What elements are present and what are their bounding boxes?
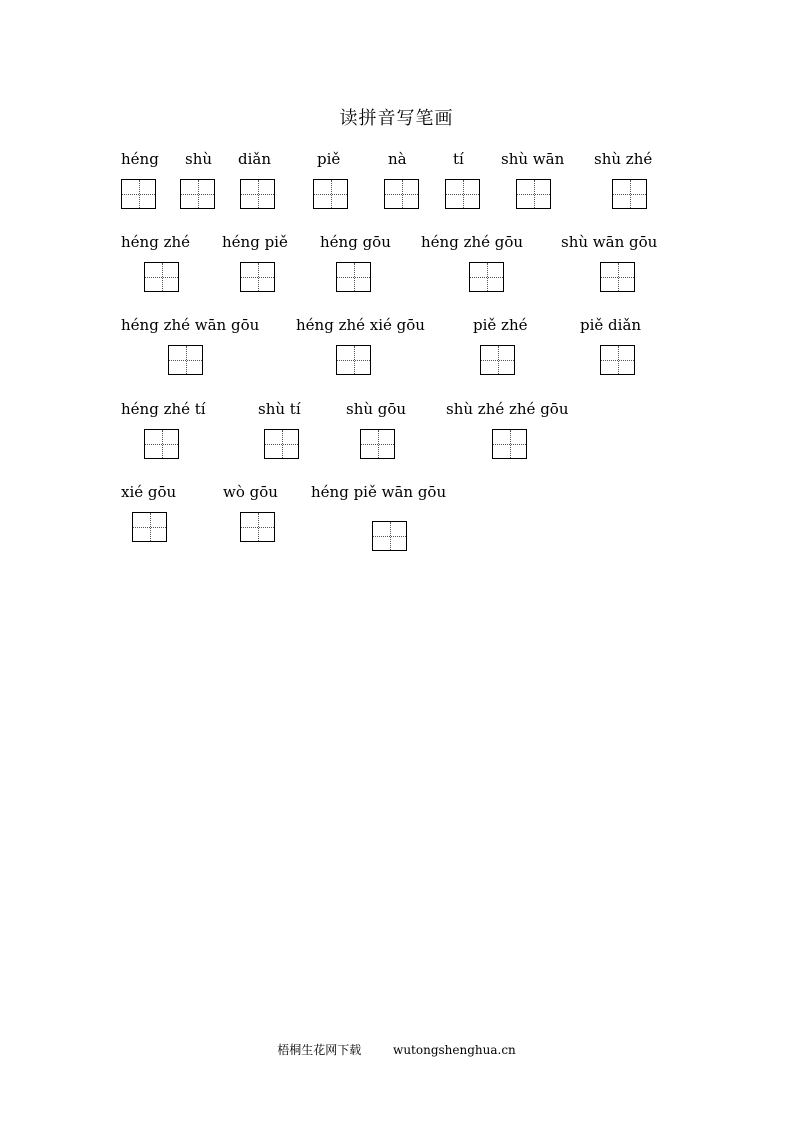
footer-site-name: 梧桐生花网下载 [277,1043,362,1057]
stroke-pinyin: piě zhé [473,316,528,334]
stroke-pinyin: nà [388,150,407,168]
writing-box[interactable] [240,512,275,542]
stroke-pinyin: héng zhé xié gōu [296,316,425,334]
writing-box[interactable] [469,262,504,292]
writing-box[interactable] [264,429,299,459]
writing-box[interactable] [144,429,179,459]
writing-box[interactable] [240,262,275,292]
writing-box[interactable] [180,179,215,209]
writing-box[interactable] [313,179,348,209]
writing-box[interactable] [600,345,635,375]
stroke-pinyin: wò gōu [223,483,278,501]
writing-box[interactable] [384,179,419,209]
writing-box[interactable] [121,179,156,209]
writing-box[interactable] [144,262,179,292]
writing-box[interactable] [372,521,407,551]
stroke-pinyin: piě diǎn [580,316,642,334]
page-title: 读拼音写笔画 [339,108,454,129]
stroke-pinyin: shù wān [501,150,565,168]
stroke-pinyin: shù tí [258,400,301,418]
stroke-pinyin: xié gōu [121,483,177,501]
stroke-pinyin: héng zhé gōu [421,233,524,251]
stroke-pinyin: piě [317,150,341,168]
stroke-pinyin: héng zhé [121,233,191,251]
stroke-pinyin: shù zhé [594,150,653,168]
stroke-pinyin: tí [453,150,464,168]
writing-box[interactable] [336,345,371,375]
writing-box[interactable] [240,179,275,209]
stroke-pinyin: héng piě [222,233,288,251]
page-footer [0,1041,793,1058]
writing-box[interactable] [336,262,371,292]
writing-box[interactable] [132,512,167,542]
stroke-pinyin: diǎn [238,150,272,168]
stroke-pinyin: héng zhé wān gōu [121,316,260,334]
stroke-pinyin: héng gōu [320,233,391,251]
writing-box[interactable] [360,429,395,459]
footer-site-url: wutongshenghua.cn [393,1043,516,1057]
stroke-pinyin: héng zhé tí [121,400,206,418]
stroke-pinyin: héng [121,150,159,168]
stroke-pinyin: shù [185,150,213,168]
writing-box[interactable] [492,429,527,459]
writing-box[interactable] [480,345,515,375]
stroke-pinyin: héng piě wān gōu [311,483,447,501]
writing-box[interactable] [600,262,635,292]
writing-box[interactable] [516,179,551,209]
stroke-pinyin: shù gōu [346,400,407,418]
writing-box[interactable] [445,179,480,209]
stroke-pinyin: shù wān gōu [561,233,658,251]
writing-box[interactable] [168,345,203,375]
stroke-pinyin: shù zhé zhé gōu [446,400,569,418]
writing-box[interactable] [612,179,647,209]
